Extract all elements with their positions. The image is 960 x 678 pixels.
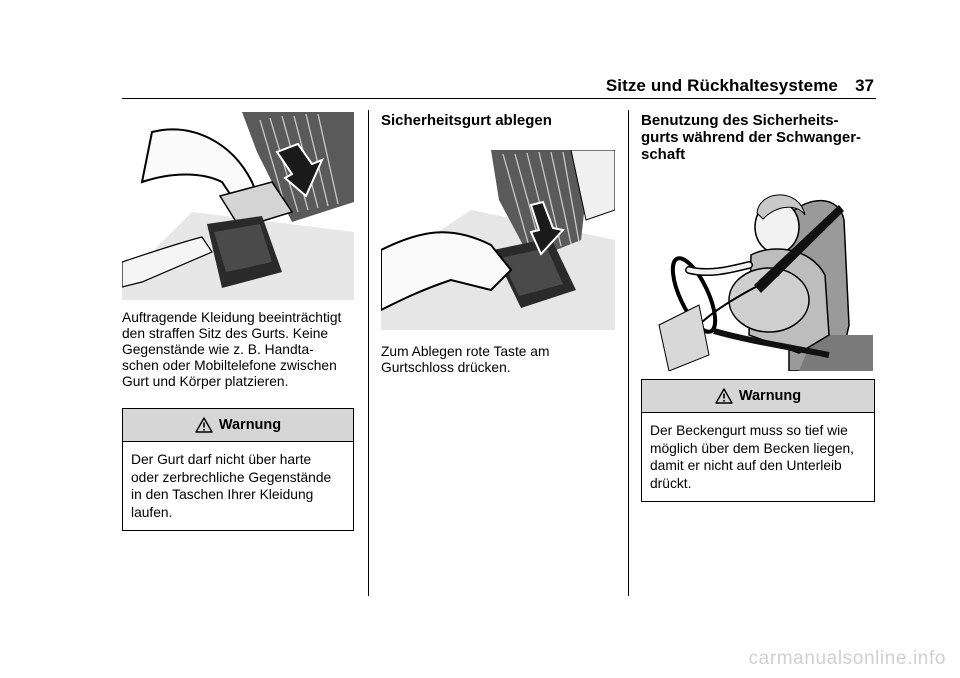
text-line: Zum Ablegen rote Taste am <box>381 344 550 359</box>
column-divider-1 <box>368 110 369 596</box>
text-line: Auftragende Kleidung beeinträchtigt <box>122 310 342 325</box>
text-line: laufen. <box>131 504 173 520</box>
section-heading-line: Benutzung des Sicherheits- <box>641 112 839 129</box>
warning-triangle-icon <box>195 417 213 433</box>
warning-triangle-icon <box>715 388 733 404</box>
text-line: möglich über dem Becken liegen, <box>650 440 855 456</box>
header-rule <box>122 98 876 99</box>
text-line: Gegenstände wie z. B. Handta- <box>122 342 314 357</box>
text-line: oder zerbrechliche Gegenstände <box>131 469 332 485</box>
column-1 <box>122 112 356 531</box>
warning-body <box>123 442 353 530</box>
text-line: Der Gurt darf nicht über harte <box>131 452 312 467</box>
warning-title: Warnung <box>738 388 802 404</box>
column-divider-2 <box>628 110 629 596</box>
seatbelt-fasten-illustration <box>122 112 354 300</box>
seatbelt-release-illustration <box>381 150 615 330</box>
text-line: Gurtschloss drücken. <box>381 360 511 375</box>
text-line: schen oder Mobiltelefone zwischen <box>122 358 337 373</box>
watermark-text: carmanualsonline.info <box>748 648 946 669</box>
running-header-title: Sitze und Rückhaltesysteme <box>605 76 838 95</box>
column-3 <box>641 112 877 502</box>
warning-header <box>123 409 353 442</box>
column-2 <box>381 112 617 376</box>
warning-header <box>642 380 874 413</box>
section-heading: Sicherheitsgurt ablegen <box>381 112 552 129</box>
text-line: drückt. <box>650 475 692 491</box>
warning-box <box>122 408 354 531</box>
warning-box <box>641 379 875 502</box>
text-line: Gurt und Körper platzieren. <box>122 374 289 389</box>
pregnant-driver-illustration <box>639 175 873 371</box>
text-line: damit er nicht auf den Unterleib <box>650 458 842 473</box>
warning-body <box>642 413 874 501</box>
section-heading-line: schaft <box>641 146 686 163</box>
section-heading-line: gurts während der Schwanger- <box>641 129 862 146</box>
text-line: den straffen Sitz des Gurts. Keine <box>122 326 329 341</box>
text-line: Der Beckengurt muss so tief wie <box>650 423 848 438</box>
warning-title: Warnung <box>218 417 282 433</box>
text-line: in den Taschen Ihrer Kleidung <box>131 487 314 502</box>
page-number: 37 <box>855 76 874 95</box>
